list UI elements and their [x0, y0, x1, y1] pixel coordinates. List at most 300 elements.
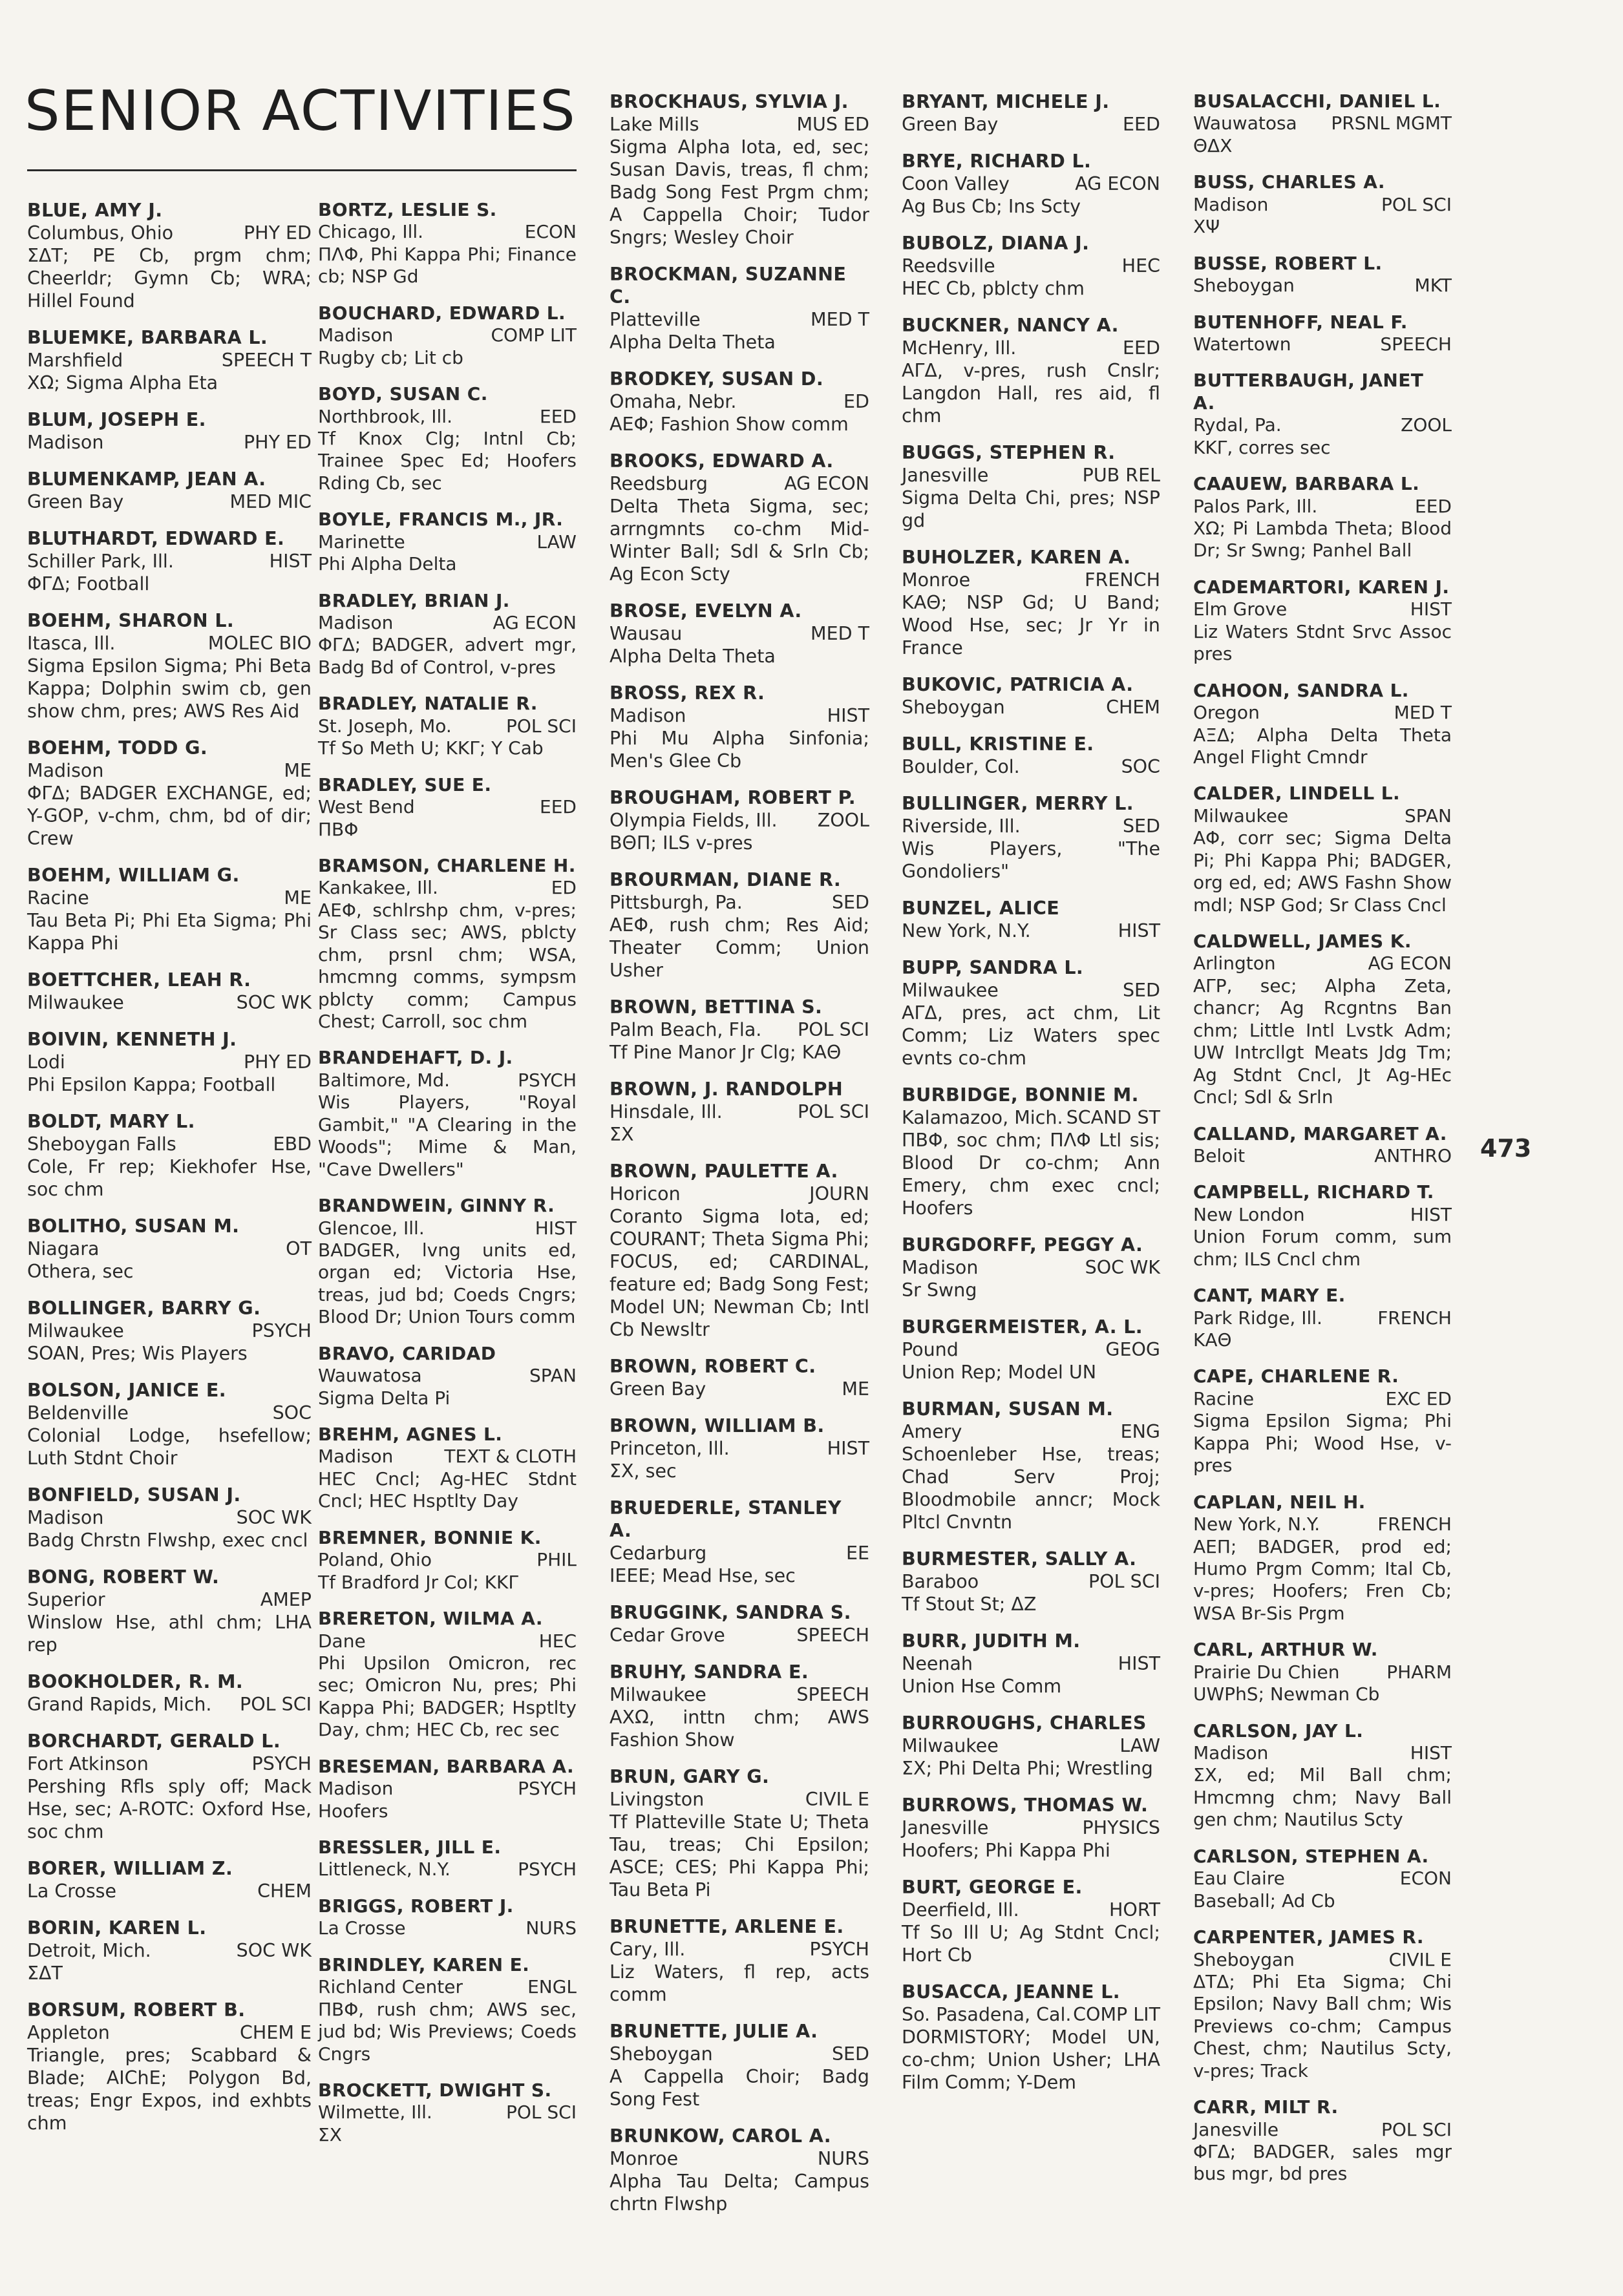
directory-entry — [318, 774, 577, 841]
activities: ΧΩ; Pi Lambda Theta; Blood Dr; Sr Swng; Panhel Ball — [1193, 518, 1452, 562]
hometown: Racine — [27, 887, 89, 909]
directory-entry — [902, 733, 1160, 778]
major: POL SCI — [1381, 193, 1452, 215]
student-name: BROCKHAUS, SYLVIA J. — [610, 91, 849, 112]
major: PRSNL MGMT — [1331, 112, 1452, 134]
home-major-row — [27, 550, 312, 573]
home-major-row — [1193, 275, 1452, 297]
activities: ΔΤΔ; Phi Eta Sigma; Chi Epsilon; Navy Ball chm; Wis Previews co-chm; Campus Chest, chm; Nautilus Scty, v-pres; Track — [1193, 1970, 1452, 2081]
activities: Sigma Alpha Iota, ed, sec; Susan Davis, treas, fl chm; Badg Song Fest Prgm chm; A Cappella Choir; Tudor Sngrs; Wesley Choir — [610, 136, 869, 248]
major: PSYCH — [518, 1778, 577, 1800]
directory-entry — [610, 368, 869, 436]
home-major-row — [1193, 805, 1452, 827]
hometown: Livingston — [610, 1789, 705, 1810]
home-major-row — [27, 1880, 312, 1902]
major: NURS — [817, 2148, 869, 2169]
student-name: BULL, KRISTINE E. — [902, 733, 1094, 755]
major: EBD — [273, 1133, 312, 1155]
home-major-row — [318, 1976, 577, 1998]
home-major-row — [1193, 598, 1452, 620]
major: SPEECH T — [221, 350, 312, 371]
major: HIST — [1410, 1742, 1452, 1764]
student-name: BUSS, CHARLES A. — [1193, 171, 1385, 193]
activities: Union Forum comm, sum chm; ILS Cncl chm — [1193, 1226, 1452, 1270]
home-major-row — [1193, 1204, 1452, 1226]
directory-entry — [27, 1028, 312, 1096]
student-name: BOEHM, WILLIAM G. — [27, 865, 240, 886]
home-major-row — [27, 991, 312, 1014]
student-name: BONG, ROBERT W. — [27, 1566, 220, 1588]
hometown: Green Bay — [610, 1378, 706, 1400]
student-name: BORCHARDT, GERALD L. — [27, 1731, 281, 1752]
student-name: BRODKEY, SUSAN D. — [610, 368, 824, 390]
student-name: BOEHM, SHARON L. — [27, 610, 235, 631]
directory-entry — [1193, 1926, 1452, 2082]
major: ED — [843, 391, 869, 412]
student-name: BRESSLER, JILL E. — [318, 1837, 502, 1858]
activities: Phi Alpha Delta — [318, 553, 457, 575]
activities: Triangle, pres; Scabbard & Blade; AIChE; Polygon Bd, treas; Engr Expos, ind exhbts chm — [27, 2045, 312, 2134]
home-major-row — [610, 1378, 869, 1400]
home-major-row — [902, 337, 1160, 359]
student-name: BOETTCHER, LEAH R. — [27, 969, 251, 991]
home-major-row — [1193, 1307, 1452, 1329]
student-name: BOIVIN, KENNETH J. — [27, 1029, 237, 1050]
home-major-row — [610, 1683, 869, 1706]
directory-entry — [318, 1047, 577, 1181]
major: SOC WK — [236, 1507, 312, 1528]
hometown: Wauwatosa — [318, 1365, 422, 1387]
activities: IEEE; Mead Hse, sec — [610, 1565, 796, 1586]
student-name: BURMESTER, SALLY A. — [902, 1548, 1137, 1570]
directory-entry — [318, 302, 577, 369]
activities: Ag Bus Cb; Ins Scty — [902, 196, 1081, 217]
major: ZOOL — [1401, 414, 1452, 436]
hometown: Wauwatosa — [1193, 112, 1297, 134]
directory-entry — [27, 737, 312, 850]
hometown: Janesville — [1193, 2118, 1279, 2140]
major: SOC — [272, 1402, 312, 1424]
hometown: Pittsburgh, Pa. — [610, 892, 743, 913]
hometown: Amery — [902, 1421, 962, 1442]
hometown: Prairie Du Chien — [1193, 1661, 1340, 1683]
activities: ΣΧ, ed; Mil Ball chm; Hmcmng chm; Navy Ball gen chm; Nautilus Scty — [1193, 1764, 1452, 1831]
student-name: BRUGGINK, SANDRA S. — [610, 1602, 851, 1623]
directory-entry — [902, 1084, 1160, 1219]
activities: Wis Players, "The Gondoliers" — [902, 838, 1160, 882]
major: PHYSICS — [1082, 1817, 1160, 1838]
student-name: BROSE, EVELYN A. — [610, 600, 802, 622]
hometown: Omaha, Nebr. — [610, 391, 737, 412]
major: HIST — [269, 551, 312, 572]
student-name: CAPE, CHARLENE R. — [1193, 1365, 1399, 1387]
home-major-row — [610, 1542, 869, 1564]
directory-entry — [1193, 253, 1452, 297]
directory-entry — [610, 1661, 869, 1751]
directory-entry — [1193, 171, 1452, 238]
student-name: BROWN, WILLIAM B. — [610, 1415, 825, 1437]
home-major-row — [27, 490, 312, 513]
home-major-row — [27, 1939, 312, 1962]
activities: ΑΕΦ; Fashion Show comm — [610, 414, 849, 435]
major: SPEECH — [796, 1684, 869, 1705]
major: HEC — [1121, 255, 1160, 277]
major: EED — [540, 796, 577, 818]
directory-entry — [902, 1630, 1160, 1698]
major: SCAND ST — [1066, 1107, 1160, 1128]
activities: Cole, Fr rep; Kiekhofer Hse, soc chm — [27, 1156, 312, 1200]
major: PHY ED — [243, 222, 312, 244]
student-name: BUNZEL, ALICE — [902, 898, 1060, 919]
major: EED — [540, 405, 577, 427]
student-name: CALDER, LINDELL L. — [1193, 783, 1401, 805]
activities: ΠΒΦ, rush chm; AWS sec, jud bd; Wis Previews; Coeds Cngrs — [318, 1998, 577, 2065]
hometown: Palos Park, Ill. — [1193, 495, 1318, 517]
home-major-row — [610, 704, 869, 727]
home-major-row — [902, 113, 1160, 136]
major: POL SCI — [798, 1019, 869, 1040]
home-major-row — [610, 809, 869, 832]
major: AG ECON — [493, 612, 577, 633]
hometown: Fort Atkinson — [27, 1753, 149, 1775]
student-name: BRUNKOW, CAROL A. — [610, 2125, 831, 2147]
student-name: BRAVO, CARIDAD — [318, 1342, 496, 1364]
directory-entry — [27, 1670, 312, 1716]
activities: Union Rep; Model UN — [902, 1362, 1097, 1383]
home-major-row — [610, 472, 869, 495]
major: PUB REL — [1082, 465, 1160, 486]
student-name: CARLSON, STEPHEN A. — [1193, 1845, 1429, 1867]
activities: Phi Epsilon Kappa; Football — [27, 1074, 276, 1095]
hometown: Kankakee, Ill. — [318, 877, 438, 899]
activities: Sigma Delta Pi — [318, 1387, 451, 1409]
student-name: BULLINGER, MERRY L. — [902, 793, 1134, 814]
home-major-row — [318, 1549, 577, 1571]
student-name: BURROWS, THOMAS W. — [902, 1795, 1149, 1816]
student-name: BUGGS, STEPHEN R. — [902, 442, 1116, 463]
home-major-row — [902, 815, 1160, 837]
home-major-row — [902, 464, 1160, 487]
home-major-row — [27, 887, 312, 909]
home-major-row — [902, 755, 1160, 778]
home-major-row — [318, 1859, 577, 1880]
home-major-row — [1193, 953, 1452, 974]
home-major-row — [27, 1133, 312, 1155]
major: ANTHRO — [1374, 1144, 1452, 1166]
activities: Hoofers — [318, 1800, 388, 1822]
directory-entry — [318, 1895, 577, 1940]
hometown: Palm Beach, Fla. — [610, 1019, 762, 1040]
hometown: Columbus, Ohio — [27, 222, 174, 244]
directory-entry — [610, 1415, 869, 1482]
home-major-row — [902, 1652, 1160, 1675]
home-major-row — [318, 406, 577, 428]
major: HIST — [827, 705, 869, 726]
student-name: CAMPBELL, RICHARD T. — [1193, 1181, 1434, 1203]
major: POL SCI — [240, 1694, 312, 1715]
activities: Liz Waters Stdnt Srvc Assoc pres — [1193, 620, 1452, 665]
student-name: CANT, MARY E. — [1193, 1285, 1346, 1307]
activities: ΒΘΠ; ILS v-pres — [610, 832, 753, 854]
hometown: Platteville — [610, 309, 701, 330]
directory-entry — [902, 673, 1160, 719]
hometown: Madison — [902, 1257, 979, 1278]
home-major-row — [902, 1734, 1160, 1757]
directory-entry — [318, 1954, 577, 2065]
hometown: Appleton — [27, 2022, 110, 2043]
student-name: BOOKHOLDER, R. M. — [27, 1671, 244, 1692]
student-name: CADEMARTORI, KAREN J. — [1193, 576, 1450, 598]
home-major-row — [902, 173, 1160, 195]
student-name: BRUNETTE, ARLENE E. — [610, 1916, 844, 1937]
hometown: New York, N.Y. — [902, 920, 1031, 942]
directory-entry — [902, 1876, 1160, 1966]
directory-entry — [27, 969, 312, 1014]
student-name: BLUEMKE, BARBARA L. — [27, 327, 268, 348]
directory-entry — [1193, 2096, 1452, 2185]
activities: ΠΒΦ — [318, 818, 359, 840]
student-name: BRANDEHAFT, D. J. — [318, 1047, 513, 1069]
hometown: Monroe — [902, 569, 971, 591]
hometown: Boulder, Col. — [902, 756, 1020, 777]
hometown: Monroe — [610, 2148, 679, 2169]
directory-entry — [27, 527, 312, 595]
hometown: McHenry, Ill. — [902, 337, 1017, 359]
home-major-row — [610, 1624, 869, 1647]
home-major-row — [902, 1338, 1160, 1361]
activities: ΠΛΦ, Phi Kappa Phi; Finance cb; NSP Gd — [318, 243, 577, 288]
directory-entry — [27, 1566, 312, 1656]
hometown: Madison — [318, 612, 394, 633]
hometown: Beldenville — [27, 1402, 129, 1424]
home-major-row — [902, 696, 1160, 719]
home-major-row — [27, 222, 312, 244]
major: HIST — [827, 1438, 869, 1459]
directory-entry — [1193, 311, 1452, 356]
major: SPAN — [1405, 805, 1452, 827]
major: HIST — [1410, 1203, 1452, 1225]
hometown: Wilmette, Ill. — [318, 2101, 432, 2123]
major: AMEP — [260, 1589, 312, 1610]
activities: Delta Theta Sigma, sec; arrngmnts co-chm Mid-Winter Ball; Sdl & Srln Cb; Ag Econ Scty — [610, 496, 869, 585]
hometown: Grand Rapids, Mich. — [27, 1694, 212, 1715]
home-major-row — [1193, 1868, 1452, 1890]
activities: Tau Beta Pi; Phi Eta Sigma; Phi Kappa Phi — [27, 910, 312, 954]
home-major-row — [27, 1753, 312, 1775]
hometown: Richland Center — [318, 1976, 463, 1998]
hometown: Baltimore, Md. — [318, 1069, 451, 1091]
major: ECON — [1399, 1868, 1452, 1890]
home-major-row — [902, 1106, 1160, 1129]
major: MED T — [810, 309, 869, 330]
home-major-row — [27, 1693, 312, 1716]
student-name: BRUN, GARY G. — [610, 1766, 770, 1787]
directory-entry — [610, 996, 869, 1064]
activities: Baseball; Ad Cb — [1193, 1890, 1335, 1912]
directory-entry — [1193, 931, 1452, 1109]
major: ENGL — [527, 1976, 577, 1998]
major: LAW — [536, 531, 577, 553]
directory-entry — [902, 792, 1160, 883]
student-name: BURMAN, SUSAN M. — [902, 1398, 1114, 1420]
hometown: Baraboo — [902, 1571, 979, 1592]
directory-entry — [1193, 1491, 1452, 1625]
directory-entry — [1193, 783, 1452, 916]
activities: ΚΑΘ; NSP Gd; U Band; Wood Hse, sec; Jr Yr in France — [902, 592, 1160, 658]
hometown: Madison — [27, 760, 104, 781]
student-name: BURGERMEISTER, A. L. — [902, 1316, 1143, 1338]
home-major-row — [610, 1437, 869, 1460]
student-name: BOUCHARD, EDWARD L. — [318, 302, 566, 324]
major: MKT — [1414, 275, 1452, 297]
major: POL SCI — [1381, 2118, 1452, 2140]
activities: Tf Bradford Jr Col; ΚΚΓ — [318, 1571, 518, 1593]
major: HEC — [538, 1630, 577, 1652]
student-name: BOLDT, MARY L. — [27, 1111, 195, 1132]
hometown: Milwaukee — [902, 980, 999, 1001]
activities: Liz Waters, fl rep, acts comm — [610, 1961, 869, 2005]
student-name: BOEHM, TODD G. — [27, 737, 208, 759]
directory-entry — [27, 1999, 312, 2134]
major: SOC — [1121, 756, 1160, 777]
directory-entry — [902, 1398, 1160, 1533]
directory-entry — [27, 1857, 312, 1902]
student-name: BURBIDGE, BONNIE M. — [902, 1084, 1139, 1106]
major: EXC ED — [1385, 1387, 1452, 1409]
activities: ΦΓΔ; Football — [27, 573, 150, 595]
major: AG ECON — [1075, 173, 1160, 195]
directory-entry — [318, 1195, 577, 1329]
home-major-row — [1193, 333, 1452, 355]
activities: ΑΕΦ, rush chm; Res Aid; Theater Comm; Union Usher — [610, 914, 869, 981]
student-name: BUSSE, ROBERT L. — [1193, 252, 1383, 274]
activities: ΣΧ, sec — [610, 1460, 677, 1482]
home-major-row — [1193, 112, 1452, 134]
major: CIVIL E — [1388, 1948, 1452, 1970]
student-name: BOYD, SUSAN C. — [318, 383, 488, 405]
student-name: BRYE, RICHARD L. — [902, 151, 1092, 172]
hometown: Littleneck, N.Y. — [318, 1859, 451, 1880]
major: MOLEC BIO — [207, 633, 312, 654]
major: ED — [551, 877, 577, 899]
major: CIVIL E — [805, 1789, 869, 1810]
activities: Badg Chrstn Flwshp, exec cncl — [27, 1530, 308, 1551]
directory-entry — [902, 1316, 1160, 1384]
home-major-row — [902, 979, 1160, 1002]
directory-entry — [610, 450, 869, 585]
directory-entry — [610, 1601, 869, 1647]
activities: Rugby cb; Lit cb — [318, 346, 463, 368]
hometown: St. Joseph, Mo. — [318, 715, 452, 737]
student-name: BRESEMAN, BARBARA A. — [318, 1755, 575, 1777]
title-rule — [27, 169, 577, 171]
student-name: BROSS, REX R. — [610, 682, 765, 704]
hometown: Deerfield, Ill. — [902, 1899, 1019, 1921]
hometown: Pound — [902, 1339, 959, 1360]
hometown: Sheboygan Falls — [27, 1133, 176, 1155]
home-major-row — [1193, 414, 1452, 436]
student-name: BRAMSON, CHARLENE H. — [318, 854, 576, 876]
activities: ΑΧΩ, inttn chm; AWS Fashion Show — [610, 1707, 869, 1751]
hometown: Cedarburg — [610, 1543, 707, 1564]
hometown: Madison — [27, 432, 104, 453]
home-major-row — [902, 2003, 1160, 2026]
major: ZOOL — [817, 810, 869, 831]
home-major-row — [318, 1630, 577, 1652]
student-name: BROWN, ROBERT C. — [610, 1356, 816, 1377]
home-major-row — [318, 221, 577, 243]
home-major-row — [610, 390, 869, 413]
student-name: CARLSON, JAY L. — [1193, 1720, 1364, 1742]
hometown: West Bend — [318, 796, 415, 818]
major: COMP LIT — [491, 324, 577, 346]
directory-entry — [27, 1917, 312, 1985]
directory-entry — [1193, 576, 1452, 666]
activities: Sigma Epsilon Sigma; Phi Kappa Phi; Wood Hse, v-pres — [1193, 1410, 1452, 1477]
activities: ΣΧ — [318, 2123, 342, 2145]
hometown: Sheboygan — [610, 2043, 713, 2065]
directory-entry — [27, 1110, 312, 1201]
student-name: BROCKMAN, SUZANNE C. — [610, 264, 847, 308]
hometown: Northbrook, Ill. — [318, 405, 452, 427]
hometown: Sheboygan — [1193, 275, 1295, 297]
directory-entry — [610, 869, 869, 982]
home-major-row — [1193, 1742, 1452, 1764]
major: CHEM E — [240, 2022, 312, 2043]
home-major-row — [27, 1506, 312, 1529]
directory-entry — [902, 314, 1160, 427]
hometown: So. Pasadena, Cal. — [902, 2004, 1072, 2025]
activities: Pershing Rfls sply off; Mack Hse, sec; A-ROTC: Oxford Hse, soc chm — [27, 1776, 312, 1842]
student-name: BORSUM, ROBERT B. — [27, 1999, 246, 2021]
major: EED — [1415, 495, 1452, 517]
home-major-row — [1193, 1949, 1452, 1971]
activities: Winslow Hse, athl chm; LHA rep — [27, 1612, 312, 1656]
directory-entry — [610, 263, 869, 353]
directory-entry — [610, 2020, 869, 2111]
hometown: Olympia Fields, Ill. — [610, 810, 778, 831]
major: PSYCH — [251, 1320, 312, 1342]
activities: Tf So Ill U; Ag Stdnt Cncl; Hort Cb — [902, 1922, 1160, 1966]
major: SPEECH — [1380, 333, 1452, 355]
hometown: Schiller Park, Ill. — [27, 551, 174, 572]
student-name: BURGDORFF, PEGGY A. — [902, 1234, 1143, 1256]
hometown: Oregon — [1193, 702, 1260, 724]
student-name: BORIN, KAREN L. — [27, 1917, 207, 1939]
activities: ΚΑΘ — [1193, 1329, 1232, 1351]
student-name: BUHOLZER, KAREN A. — [902, 547, 1131, 568]
student-name: BUSALACCHI, DANIEL L. — [1193, 90, 1441, 112]
home-major-row — [318, 1446, 577, 1468]
directory-entry — [610, 682, 869, 772]
major: EED — [1123, 337, 1160, 359]
student-name: BOLLINGER, BARRY G. — [27, 1298, 261, 1319]
activities: Tf Stout St; ΔΖ — [902, 1594, 1037, 1615]
hometown: Chicago, Ill. — [318, 221, 424, 243]
hometown: Milwaukee — [1193, 805, 1289, 827]
home-major-row — [318, 796, 577, 818]
student-name: BRINDLEY, KAREN E. — [318, 1954, 530, 1975]
home-major-row — [902, 1899, 1160, 1921]
page-title: SENIOR ACTIVITIES — [25, 79, 577, 143]
home-major-row — [318, 715, 577, 737]
student-name: CAAUEW, BARBARA L. — [1193, 473, 1420, 495]
directory-entry — [318, 855, 577, 1033]
activities: A Cappella Choir; Badg Song Fest — [610, 2066, 869, 2110]
directory-entry — [27, 468, 312, 513]
directory-entry — [1193, 1285, 1452, 1351]
column-5 — [1193, 90, 1452, 2200]
